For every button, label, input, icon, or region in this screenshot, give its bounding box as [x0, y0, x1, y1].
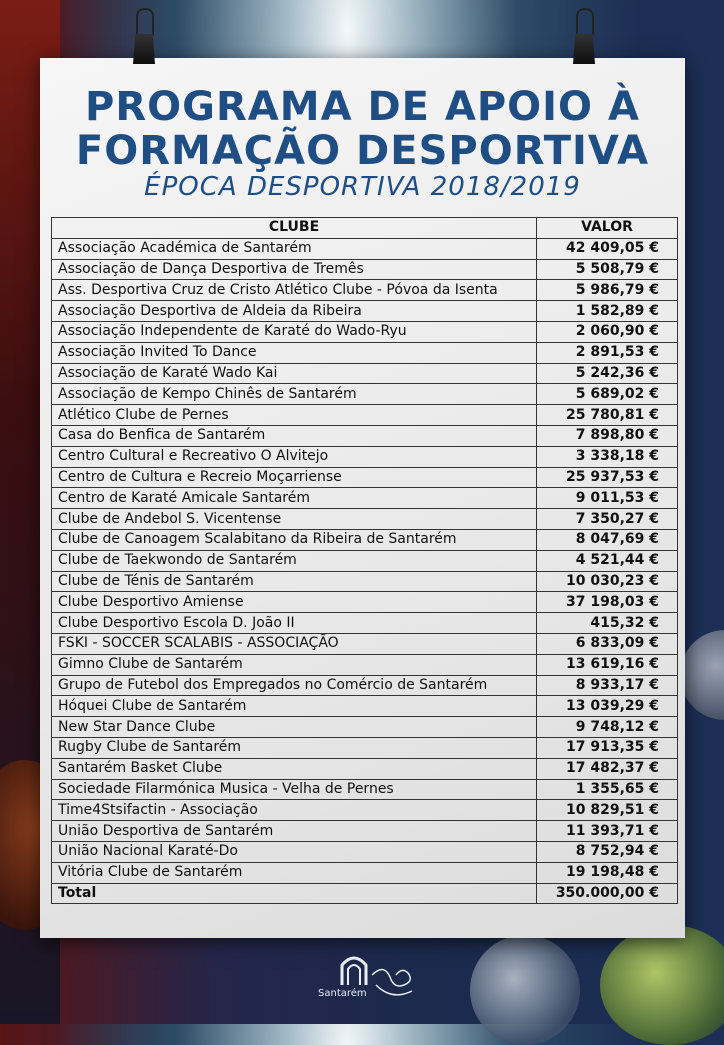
club-name: Ass. Desportiva Cruz de Cristo Atlético Clube - Póvoa da Isenta [52, 280, 537, 301]
table-row [52, 529, 678, 550]
page-title-line2: FORMAÇÃO DESPORTIVA [75, 128, 650, 174]
table-row [52, 488, 678, 509]
club-name: Clube de Taekwondo de Santarém [52, 550, 537, 571]
table-row [52, 321, 678, 342]
club-value: 17 482,37 € [537, 758, 678, 779]
table-row [52, 758, 678, 779]
table-row [52, 613, 678, 634]
club-name: Sociedade Filarmónica Musica - Velha de Pernes [52, 779, 537, 800]
club-value: 5 689,02 € [537, 384, 678, 405]
club-name: Associação Independente de Karaté do Wado-Ryu [52, 321, 537, 342]
ball-decoration [680, 630, 724, 720]
club-value: 6 833,09 € [537, 633, 678, 654]
club-value: 13 619,16 € [537, 654, 678, 675]
table-row [52, 800, 678, 821]
total-label: Total [52, 883, 537, 904]
club-name: Associação de Kempo Chinês de Santarém [52, 384, 537, 405]
club-name: Associação Desportiva de Aldeia da Ribeira [52, 301, 537, 322]
club-name: FSKI - SOCCER SCALABIS - ASSOCIAÇÃO [52, 633, 537, 654]
club-value: 8 933,17 € [537, 675, 678, 696]
club-value: 7 898,80 € [537, 425, 678, 446]
club-value: 8 752,94 € [537, 841, 678, 862]
table-row [52, 675, 678, 696]
header-value: VALOR [537, 218, 678, 239]
club-value: 5 986,79 € [537, 280, 678, 301]
clubs-table [51, 217, 678, 904]
table-row [52, 779, 678, 800]
table-row [52, 509, 678, 530]
table-row [52, 384, 678, 405]
club-value: 7 350,27 € [537, 509, 678, 530]
total-row [52, 883, 678, 904]
club-name: Casa do Benfica de Santarém [52, 425, 537, 446]
page-subtitle: ÉPOCA DESPORTIVA 2018/2019 [144, 172, 581, 202]
club-name: União Desportiva de Santarém [52, 821, 537, 842]
table-row [52, 821, 678, 842]
club-name: União Nacional Karaté-Do [52, 841, 537, 862]
club-name: Associação de Karaté Wado Kai [52, 363, 537, 384]
club-name: Centro Cultural e Recreativo O Alvitejo [52, 446, 537, 467]
table-row [52, 467, 678, 488]
table-row [52, 737, 678, 758]
table-row [52, 280, 678, 301]
club-value: 13 039,29 € [537, 696, 678, 717]
tennis-ball-decoration [600, 925, 724, 1045]
club-value: 10 030,23 € [537, 571, 678, 592]
club-value: 4 521,44 € [537, 550, 678, 571]
club-value: 9 011,53 € [537, 488, 678, 509]
table-row [52, 238, 678, 259]
club-name: Grupo de Futebol dos Empregados no Comércio de Santarém [52, 675, 537, 696]
club-name: Clube de Andebol S. Vicentense [52, 509, 537, 530]
club-value: 11 393,71 € [537, 821, 678, 842]
table-row [52, 550, 678, 571]
club-name: Vitória Clube de Santarém [52, 862, 537, 883]
table-row [52, 259, 678, 280]
club-name: Associação Invited To Dance [52, 342, 537, 363]
table-row [52, 425, 678, 446]
table-row [52, 633, 678, 654]
club-name: Rugby Clube de Santarém [52, 737, 537, 758]
table-row [52, 654, 678, 675]
club-name: Clube de Ténis de Santarém [52, 571, 537, 592]
club-name: Clube Desportivo Amiense [52, 592, 537, 613]
binder-clip-icon [573, 8, 595, 66]
club-name: Centro de Cultura e Recreio Moçarriense [52, 467, 537, 488]
table-row [52, 571, 678, 592]
club-value: 25 937,53 € [537, 467, 678, 488]
binder-clip-icon [133, 8, 155, 66]
header-club: CLUBE [52, 218, 537, 239]
table-row [52, 717, 678, 738]
club-value: 2 060,90 € [537, 321, 678, 342]
club-value: 19 198,48 € [537, 862, 678, 883]
club-name: Santarém Basket Clube [52, 758, 537, 779]
club-value: 1 582,89 € [537, 301, 678, 322]
club-value: 42 409,05 € [537, 238, 678, 259]
table-row [52, 301, 678, 322]
soccer-ball-decoration [470, 935, 580, 1045]
club-value: 9 748,12 € [537, 717, 678, 738]
table-row [52, 363, 678, 384]
club-value: 3 338,18 € [537, 446, 678, 467]
club-name: Clube Desportivo Escola D. João II [52, 613, 537, 634]
club-value: 5 242,36 € [537, 363, 678, 384]
club-name: Atlético Clube de Pernes [52, 405, 537, 426]
club-value: 1 355,65 € [537, 779, 678, 800]
club-name: Hóquei Clube de Santarém [52, 696, 537, 717]
club-value: 8 047,69 € [537, 529, 678, 550]
total-value: 350.000,00 € [537, 883, 678, 904]
table-row [52, 592, 678, 613]
table-row [52, 696, 678, 717]
club-value: 415,32 € [537, 613, 678, 634]
club-value: 17 913,35 € [537, 737, 678, 758]
club-value: 37 198,03 € [537, 592, 678, 613]
club-value: 25 780,81 € [537, 405, 678, 426]
table-row [52, 405, 678, 426]
table-row [52, 841, 678, 862]
club-name: Centro de Karaté Amicale Santarém [52, 488, 537, 509]
club-name: Associação de Dança Desportiva de Tremês [52, 259, 537, 280]
page-title-line1: PROGRAMA DE APOIO À [85, 84, 640, 130]
logo-label: Santarém [318, 988, 367, 999]
club-name: Time4Stsifactin - Associação [52, 800, 537, 821]
club-value: 2 891,53 € [537, 342, 678, 363]
table-row [52, 342, 678, 363]
club-value: 5 508,79 € [537, 259, 678, 280]
club-name: New Star Dance Clube [52, 717, 537, 738]
table-row [52, 862, 678, 883]
club-name: Clube de Canoagem Scalabitano da Ribeira de Santarém [52, 529, 537, 550]
table-row [52, 446, 678, 467]
table-header-row [52, 218, 678, 239]
club-name: Gimno Clube de Santarém [52, 654, 537, 675]
club-value: 10 829,51 € [537, 800, 678, 821]
club-name: Associação Académica de Santarém [52, 238, 537, 259]
